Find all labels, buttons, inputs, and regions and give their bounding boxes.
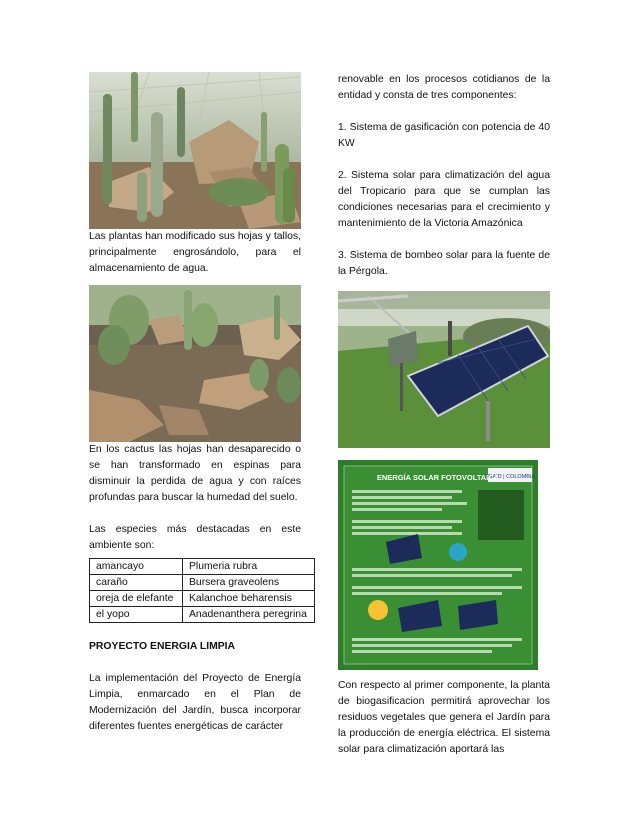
section-heading: PROYECTO ENERGIA LIMPIA — [89, 641, 236, 652]
spacer — [338, 152, 550, 168]
table-row — [90, 559, 315, 575]
species-common-name: oreja de elefante — [90, 591, 183, 607]
species-table — [89, 558, 315, 623]
right-column — [338, 72, 550, 758]
closing-paragraph: Con respecto al primer componente, la planta de biogasificacion permitirá aprovechar los residuos vegetales que genera el Jardín para la producción de energía eléctrica. El sistema solar para climatización aportará las — [338, 680, 550, 755]
species-intro: Las especies más destacadas en este ambiente son: — [89, 524, 301, 551]
poster-logo: USAID | COLOMBIA — [484, 474, 536, 480]
table-row — [90, 575, 315, 591]
photo2-caption: En los cactus las hojas han desaparecido o se han transformado en espinas para disminuir la perdida de agua y con raíces profundas para buscar la humedad del suelo. — [89, 444, 301, 503]
species-scientific-name: Anadenanthera peregrina — [183, 607, 315, 623]
species-scientific-name: Bursera graveolens — [183, 575, 315, 591]
component-item-2: 2. Sistema solar para climatización del agua del Tropicario para que se cumplan las condiciones necesarias para el crecimiento y mantenimiento de la Victoria Amazónica — [338, 170, 550, 229]
photo1-caption: Las plantas han modificado sus hojas y tallos, principalmente engrosándolo, para el almacenamiento de agua. — [89, 231, 301, 274]
left-column — [89, 72, 307, 735]
intro-paragraph: renovable en los procesos cotidianos de la entidad y consta de tres componentes: — [338, 74, 550, 101]
spacer — [89, 506, 301, 522]
spacer — [338, 232, 550, 248]
species-common-name: amancayo — [90, 559, 183, 575]
solar-panel-photo — [338, 291, 550, 448]
cactus-rocks-photo — [89, 285, 301, 442]
spacer — [89, 655, 301, 671]
species-scientific-name: Plumeria rubra — [183, 559, 315, 575]
component-item-1: 1. Sistema de gasificación con potencia de 40 KW — [338, 122, 550, 149]
spacer — [338, 104, 550, 120]
table-row — [90, 591, 315, 607]
species-common-name: el yopo — [90, 607, 183, 623]
species-common-name: caraño — [90, 575, 183, 591]
cactus-greenhouse-photo — [89, 72, 301, 229]
project-paragraph: La implementación del Proyecto de Energía Limpia, enmarcado en el Plan de Modernización del Jardín, busca incorporar diferentes fuentes energéticas de carácter — [89, 673, 301, 732]
poster-title: ENERGÍA SOLAR FOTOVOLTAICA — [376, 473, 500, 482]
table-row — [90, 607, 315, 623]
component-item-3: 3. Sistema de bombeo solar para la fuente de la Pérgola. — [338, 250, 550, 277]
solar-poster-photo — [338, 460, 538, 670]
species-scientific-name: Kalanchoe beharensis — [183, 591, 315, 607]
